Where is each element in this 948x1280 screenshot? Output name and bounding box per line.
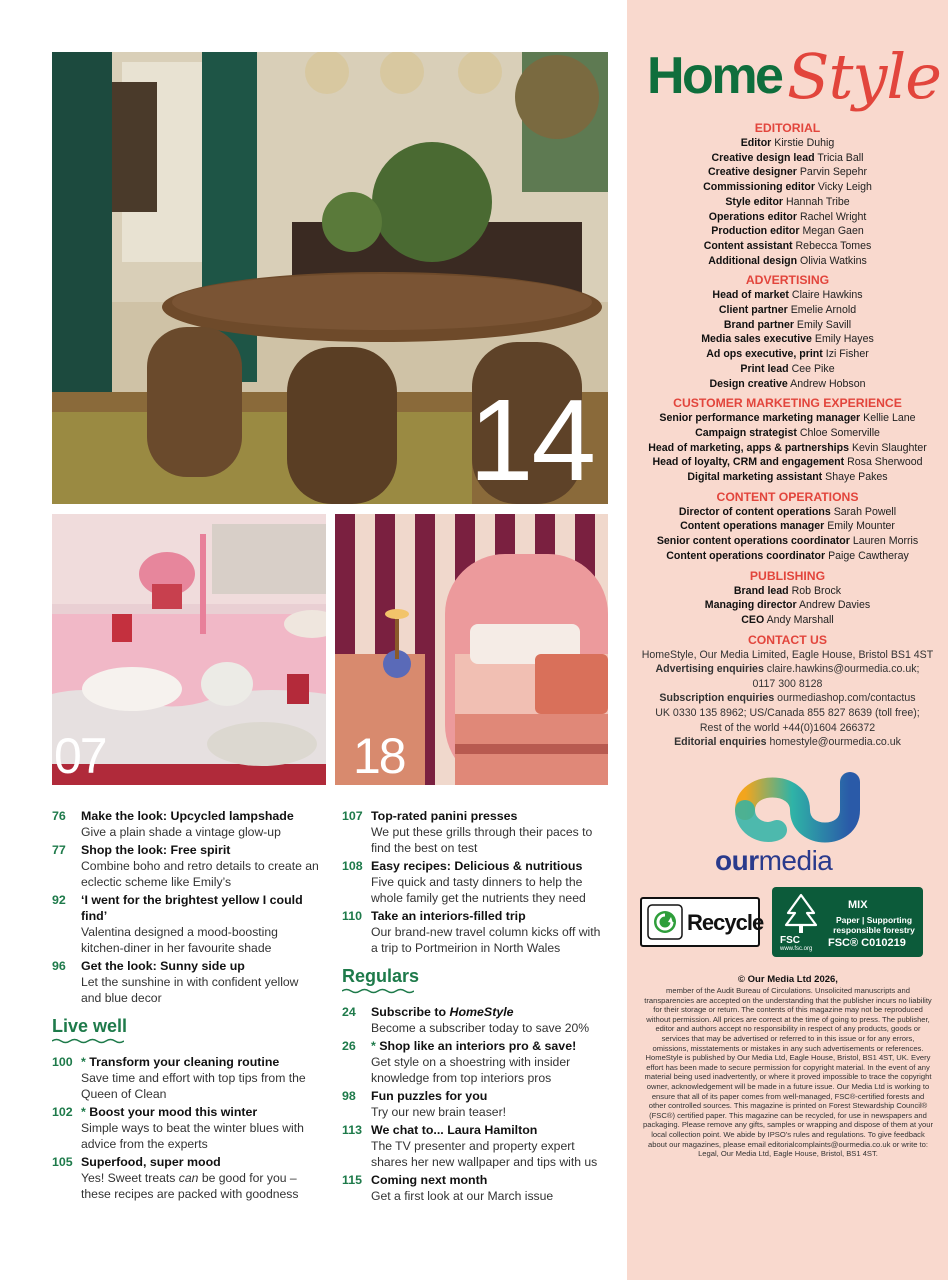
fsc-site: www.fsc.org: [780, 946, 813, 952]
bedroom-photo: [335, 514, 608, 785]
entry-title: Easy recipes: Delicious & nutritious: [371, 859, 583, 873]
ourmedia-wordmark: ourmedia: [715, 845, 833, 876]
entry-title: ‘I went for the brightest yellow I could find’: [81, 893, 303, 923]
credit-line: Style editor Hannah Tribe: [725, 195, 850, 208]
contents-left-column: [52, 808, 322, 1204]
contents-entry[interactable]: [52, 808, 322, 840]
pink-table-photo: [52, 514, 326, 785]
advertising-phone: 0117 300 8128: [752, 677, 823, 690]
credit-line: Head of market Claire Hawkins: [712, 289, 863, 302]
entry-page-number: 108: [342, 859, 363, 873]
entry-title: Coming next month: [371, 1173, 488, 1187]
entry-description: Try our new brain teaser!: [371, 1105, 507, 1119]
ourmedia-logo: [705, 770, 875, 880]
credit-line: Brand partner Emily Savill: [723, 318, 852, 331]
credit-line: Operations editor Rachel Wright: [708, 210, 867, 223]
entry-description: Give a plain shade a vintage glow-up: [81, 825, 281, 839]
subscription-phones: UK 0330 135 8962; US/Canada 855 827 8639 (toll free);: [655, 707, 920, 720]
contents-entry[interactable]: [342, 1122, 604, 1170]
contents-entry[interactable]: [52, 892, 322, 956]
legal-text: member of the Audit Bureau of Circulations. Unsolicited manuscripts and transparencies are accepted on the understanding that the publisher incurs no liability for their storage or return. The contents of this magazine may not be reproduced without permission. All prices are correct at the time of going to press. The publisher, editor and authors accept no responsibility in respect of any products, goods or services that may be advertised or referred to in this issue or for any errors, omissions, misstatements or mistakes in any such advertisements or references. HomeStyle is published by Our Media Ltd, Eagle House, Bristol, BS1 4ST, UK. Every effort has been made to secure permission for copyright material. In the event of any material being used inadvertently, or where it proved impossible to trace the copyright owner, acknowledgement will be made in a future issue. Our Media Ltd is working to ensure that all of its paper comes from well-managed, FSC®-certified forests and other controlled sources. This magazine is printed on Forest Stewardship Council® (FSC®) certified paper. This magazine can be recycled, for use in newspapers and packaging. Please remove any gifts, samples or wrapping and dispose of them at your local collection point. We abide by IPSO’s rules and regulations. To give feedback about our magazines, please email editorialcomplaints@ourmedia.co.uk or write to: Legal, Our Media Ltd, Eagle House, Bristol, BS1 4ST.: [643, 986, 933, 1159]
subscription-url[interactable]: ourmediashop.com/contactus: [777, 692, 916, 705]
credit-line: Managing director Andrew Davies: [704, 599, 871, 612]
contents-entry[interactable]: [342, 808, 604, 856]
live-well-heading: Live well: [52, 1016, 128, 1036]
credit-line: CEO Andy Marshall: [741, 613, 834, 626]
page-number-14: 14: [468, 375, 594, 504]
star-marker: *: [371, 1039, 376, 1053]
credit-line: Print lead Cee Pike: [740, 362, 835, 375]
entry-page-number: 102: [52, 1105, 73, 1119]
entry-title: Top-rated panini presses: [371, 809, 518, 823]
entry-description: Our brand-new travel column kicks off with a trip to Portmeirion in North Wales: [371, 925, 601, 955]
dining-room-photo: [52, 52, 608, 504]
entry-page-number: 77: [52, 843, 66, 857]
homestyle-masthead: [647, 42, 947, 114]
advertising-contact: Advertising enquiries claire.hawkins@ourmedia.co.uk;: [655, 663, 920, 676]
credits-heading: PUBLISHING: [749, 568, 826, 583]
entry-description: Valentina designed a mood-boosting kitchen-diner in her favourite shade: [81, 925, 278, 955]
contents-entry[interactable]: [342, 858, 604, 906]
credit-line: Digital marketing assistant Shaye Pakes: [687, 471, 888, 484]
contents-entry[interactable]: [342, 1172, 604, 1204]
credit-line: Campaign strategist Chloe Somerville: [695, 426, 880, 439]
entry-title: Fun puzzles for you: [371, 1089, 488, 1103]
contents-entry[interactable]: [52, 842, 322, 890]
legal-notice: [643, 974, 933, 1159]
subscription-contact: Subscription enquiries ourmediashop.com/contactus: [659, 692, 916, 705]
credits-heading: CONTENT OPERATIONS: [716, 489, 859, 504]
credit-line: Additional design Olivia Watkins: [708, 254, 867, 267]
advertising-email[interactable]: claire.hawkins@ourmedia.co.uk;: [766, 663, 920, 676]
credits-heading: ADVERTISING: [745, 273, 830, 288]
credits-heading: EDITORIAL: [754, 121, 821, 135]
entry-title: * Transform your cleaning routine: [81, 1055, 280, 1069]
credit-line: Brand lead Rob Brock: [733, 584, 842, 597]
contents-entry[interactable]: [342, 908, 604, 956]
recycle-badge: [640, 897, 764, 947]
fsc-code: FSC® C010219: [828, 937, 906, 949]
fsc-badge: [772, 887, 923, 957]
ourmedia-swoosh-icon: [705, 770, 875, 850]
credit-line: Head of loyalty, CRM and engagement Rosa Sherwood: [652, 456, 923, 469]
masthead-style: Style: [787, 40, 941, 113]
entry-page-number: 98: [342, 1089, 356, 1103]
entry-title: Shop the look: Free spirit: [81, 843, 231, 857]
credits-list: [627, 116, 948, 750]
entry-page-number: 24: [342, 1005, 356, 1019]
entry-description: Get a first look at our March issue: [371, 1189, 554, 1203]
page-number-07: 07: [54, 728, 106, 784]
entry-title: * Shop like an interiors pro & save!: [371, 1039, 577, 1053]
copyright-line: © Our Media Ltd 2026,: [738, 974, 838, 985]
recycle-label: Recycle: [687, 910, 764, 935]
credit-line: Commissioning editor Vicky Leigh: [703, 181, 872, 194]
credit-line: Content assistant Rebecca Tomes: [703, 239, 872, 252]
page-number-18: 18: [353, 728, 405, 784]
entry-title: Take an interiors-filled trip: [371, 909, 526, 923]
masthead-home: Home: [647, 47, 782, 105]
entry-page-number: 92: [52, 893, 66, 907]
credit-line: Director of content operations Sarah Powell: [678, 505, 897, 518]
credits-panel: [627, 0, 948, 1280]
entry-description: Save time and effort with top tips from the Queen of Clean: [81, 1071, 306, 1101]
contents-entry[interactable]: [52, 1154, 322, 1202]
entry-page-number: 110: [342, 909, 362, 923]
credit-line: Ad ops executive, print Izi Fisher: [706, 348, 869, 361]
entry-title: * Boost your mood this winter: [81, 1105, 258, 1119]
star-marker: *: [81, 1105, 86, 1119]
entry-page-number: 26: [342, 1039, 356, 1053]
editorial-email[interactable]: homestyle@ourmedia.co.uk: [769, 736, 901, 749]
entry-title: Subscribe to HomeStyle: [371, 1005, 514, 1019]
star-marker: *: [81, 1055, 86, 1069]
contents-entry[interactable]: [342, 1038, 604, 1086]
contents-entry[interactable]: [52, 958, 322, 1006]
fsc-label: FSC: [780, 935, 800, 946]
entry-description: Five quick and tasty dinners to help the whole family get the nutrients they need: [371, 875, 586, 905]
fsc-tree-icon: [778, 891, 824, 935]
entry-page-number: 100: [52, 1055, 73, 1069]
credit-line: Content operations coordinator Paige Cawtheray: [666, 549, 909, 562]
entry-description: The TV presenter and property expert shares her new wallpaper and tips with us: [371, 1139, 598, 1169]
entry-title: We chat to... Laura Hamilton: [371, 1123, 538, 1137]
entry-title: Superfood, super mood: [81, 1155, 221, 1169]
entry-description: Let the sunshine in with confident yellow and blue decor: [81, 975, 299, 1005]
entry-page-number: 115: [342, 1173, 362, 1187]
subscription-row-phone: Rest of the world +44(0)1604 266372: [699, 721, 876, 734]
squiggle-divider: [342, 988, 414, 994]
contents-entry[interactable]: [52, 1104, 322, 1152]
entry-description: Yes! Sweet treats can be good for you – these recipes are packed with goodness: [81, 1171, 299, 1201]
squiggle-divider: [52, 1038, 124, 1044]
credits-heading: CUSTOMER MARKETING EXPERIENCE: [673, 396, 902, 411]
contents-entry[interactable]: [342, 1004, 604, 1036]
credit-line: Head of marketing, apps & partnerships Kevin Slaughter: [648, 441, 927, 454]
entry-description: Simple ways to beat the winter blues with advice from the experts: [81, 1121, 304, 1151]
fsc-description: Paper | Supporting responsible forestry: [833, 915, 915, 935]
entry-description: Get style on a shoestring with insider knowledge from top interiors pros: [371, 1055, 571, 1085]
credit-line: Media sales executive Emily Hayes: [701, 333, 874, 346]
credit-line: Creative designer Parvin Sepehr: [707, 166, 867, 179]
editorial-contact: Editorial enquiries homestyle@ourmedia.co.uk: [674, 736, 901, 749]
entry-page-number: 76: [52, 809, 66, 823]
contents-entry[interactable]: [52, 1054, 322, 1102]
contents-entry[interactable]: [342, 1088, 604, 1120]
credit-line: Creative design lead Tricia Ball: [711, 151, 864, 164]
entry-page-number: 107: [342, 809, 363, 823]
credit-line: Senior performance marketing manager Kellie Lane: [659, 412, 916, 425]
fsc-mix: MIX: [848, 899, 868, 911]
contents-right-column: [342, 808, 604, 1206]
credit-line: Production editor Megan Gaen: [711, 225, 864, 238]
entry-description: Combine boho and retro details to create an eclectic scheme like Emily’s: [81, 859, 319, 889]
entry-description: Become a subscriber today to save 20%: [371, 1021, 590, 1035]
credit-line: Client partner Emelie Arnold: [718, 304, 857, 317]
credit-line: Design creative Andrew Hobson: [709, 377, 866, 390]
entry-description: We put these grills through their paces to find the best on test: [371, 825, 593, 855]
entry-title: Make the look: Upcycled lampshade: [81, 809, 294, 823]
contact-address: HomeStyle, Our Media Limited, Eagle House, Bristol BS1 4ST: [641, 648, 934, 661]
regulars-heading: Regulars: [342, 966, 420, 986]
credit-line: Senior content operations coordinator Lauren Morris: [656, 535, 919, 548]
entry-page-number: 96: [52, 959, 66, 973]
recycle-icon: [647, 904, 683, 940]
entry-page-number: 113: [342, 1123, 362, 1137]
entry-title: Get the look: Sunny side up: [81, 959, 245, 973]
contact-heading: CONTACT US: [748, 632, 827, 647]
entry-page-number: 105: [52, 1155, 73, 1169]
credit-line: Content operations manager Emily Mounter: [680, 520, 895, 533]
credit-line: Editor Kirstie Duhig: [740, 137, 835, 149]
